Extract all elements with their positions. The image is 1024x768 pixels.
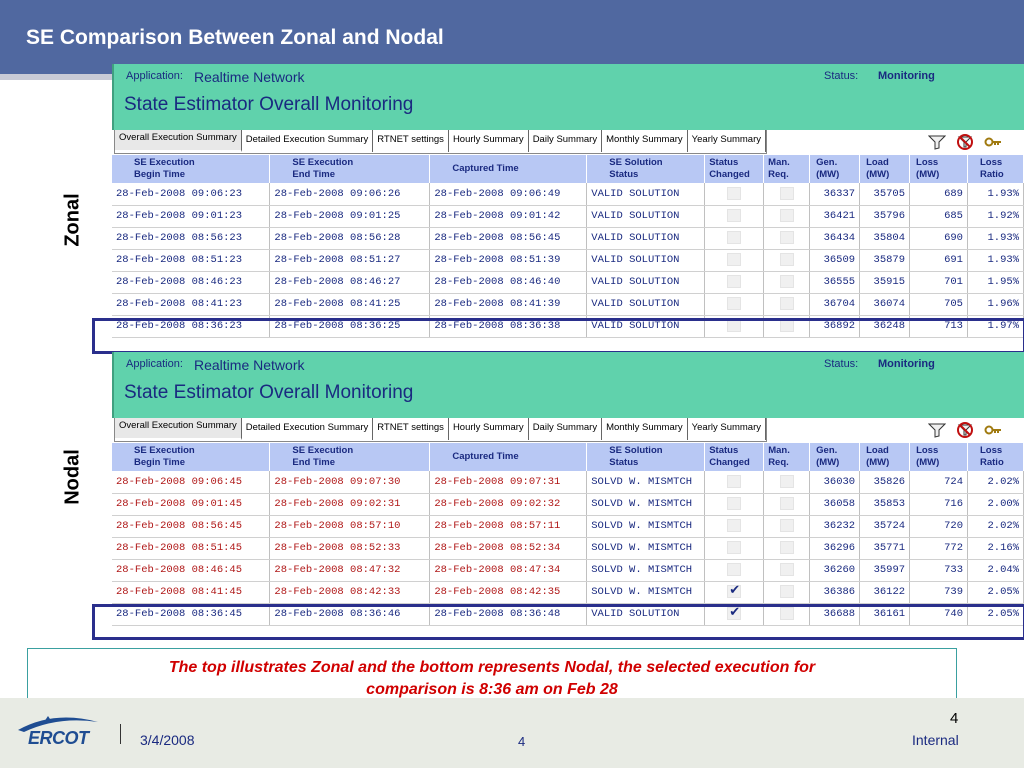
cell-loss-ratio: 2.05% [968, 603, 1024, 625]
title-underline [0, 74, 112, 80]
cell-generation: 36260 [810, 559, 860, 581]
cell-solution-status: SOLVD W. MISMTCH [587, 559, 705, 581]
cell-loss: 733 [910, 559, 968, 581]
cell-loss-ratio: 2.02% [968, 515, 1024, 537]
cell-begin-time: 28-Feb-2008 09:01:23 [112, 205, 270, 227]
footer [0, 698, 1024, 768]
tab-detailed-execution-summary[interactable]: Detailed Execution Summary [242, 418, 374, 440]
table-row[interactable] [112, 205, 1024, 227]
cell-loss: 685 [910, 205, 968, 227]
col-manual-request[interactable]: Man. Req. [764, 443, 810, 471]
col-loss[interactable]: Loss (MW) [910, 443, 968, 471]
cell-loss: 690 [910, 227, 968, 249]
cell-end-time: 28-Feb-2008 08:57:10 [270, 515, 430, 537]
cell-end-time: 28-Feb-2008 08:51:27 [270, 249, 430, 271]
cell-begin-time: 28-Feb-2008 08:41:23 [112, 293, 270, 315]
cell-begin-time: 28-Feb-2008 08:36:45 [112, 603, 270, 625]
nodal-selection-highlight [92, 604, 1024, 640]
cell-load: 35879 [860, 249, 910, 271]
cell-end-time: 28-Feb-2008 09:02:31 [270, 493, 430, 515]
cell-captured-time: 28-Feb-2008 08:56:45 [430, 227, 587, 249]
status-changed-checkbox[interactable] [727, 253, 741, 266]
cell-status-changed [705, 537, 764, 559]
tab-monthly-summary[interactable]: Monthly Summary [602, 130, 688, 152]
col-captured-time[interactable]: Captured Time [430, 443, 587, 471]
panel-header [112, 64, 1024, 130]
status-changed-checkbox[interactable] [727, 519, 741, 532]
cell-captured-time: 28-Feb-2008 08:57:11 [430, 515, 587, 537]
status-value: Monitoring [878, 358, 935, 370]
cell-loss: 701 [910, 271, 968, 293]
cell-generation: 36337 [810, 183, 860, 205]
cell-load: 35796 [860, 205, 910, 227]
cell-status-changed [705, 493, 764, 515]
cell-begin-time: 28-Feb-2008 08:56:45 [112, 515, 270, 537]
cell-solution-status: VALID SOLUTION [587, 249, 705, 271]
manual-request-checkbox[interactable] [780, 187, 794, 200]
cell-end-time: 28-Feb-2008 08:36:25 [270, 315, 430, 337]
zonal-table-body [112, 183, 1024, 337]
cell-solution-status: VALID SOLUTION [587, 271, 705, 293]
cell-generation: 36030 [810, 471, 860, 493]
table-row[interactable] [112, 227, 1024, 249]
tab-bar [114, 418, 767, 442]
panel-heading: State Estimator Overall Monitoring [124, 382, 414, 403]
col-loss-ratio[interactable]: Loss Ratio [967, 155, 1023, 183]
nodal-label-container [58, 432, 88, 522]
tab-bar [114, 130, 767, 154]
cell-end-time: 28-Feb-2008 08:52:33 [270, 537, 430, 559]
cell-begin-time: 28-Feb-2008 08:36:23 [112, 315, 270, 337]
cell-load: 35826 [860, 471, 910, 493]
cell-solution-status: VALID SOLUTION [587, 315, 705, 337]
cell-generation: 36892 [810, 315, 860, 337]
cell-generation: 36058 [810, 493, 860, 515]
col-generation[interactable]: Gen. (MW) [810, 443, 860, 471]
table-row[interactable] [112, 271, 1024, 293]
footer-classification: Internal [912, 732, 959, 748]
tab-row [112, 130, 1024, 154]
nodal-table-body [112, 471, 1024, 625]
cell-loss: 691 [910, 249, 968, 271]
footer-date: 3/4/2008 [140, 732, 195, 748]
zonal-selection-highlight [92, 318, 1024, 354]
status-changed-checkbox[interactable] [727, 275, 741, 288]
tab-overall-execution-summary[interactable]: Overall Execution Summary [115, 130, 242, 152]
cell-solution-status: VALID SOLUTION [587, 603, 705, 625]
cell-end-time: 28-Feb-2008 08:56:28 [270, 227, 430, 249]
cell-status-changed [705, 559, 764, 581]
cell-manual-request [764, 471, 810, 493]
col-status-changed[interactable]: Status Changed [705, 443, 764, 471]
cell-generation: 36386 [810, 581, 860, 603]
cell-captured-time: 28-Feb-2008 08:52:34 [430, 537, 587, 559]
tab-overall-execution-summary[interactable]: Overall Execution Summary [115, 418, 242, 440]
no-filter-icon[interactable] [956, 422, 974, 438]
col-end-time[interactable]: SE Execution End Time [270, 443, 430, 471]
cell-load: 35853 [860, 493, 910, 515]
cell-begin-time: 28-Feb-2008 08:51:23 [112, 249, 270, 271]
cell-solution-status: SOLVD W. MISMTCH [587, 515, 705, 537]
cell-manual-request [764, 493, 810, 515]
cell-end-time: 28-Feb-2008 08:47:32 [270, 559, 430, 581]
cell-load: 35804 [860, 227, 910, 249]
cell-end-time: 28-Feb-2008 08:41:25 [270, 293, 430, 315]
cell-loss: 705 [910, 293, 968, 315]
cell-load: 35915 [860, 271, 910, 293]
table-row[interactable] [112, 581, 1024, 603]
cell-loss-ratio: 1.97% [967, 315, 1023, 337]
manual-request-checkbox[interactable] [780, 253, 794, 266]
cell-loss-ratio: 1.93% [967, 249, 1023, 271]
col-manual-request[interactable]: Man. Req. [764, 155, 810, 183]
cell-generation: 36232 [810, 515, 860, 537]
manual-request-checkbox[interactable] [780, 563, 794, 576]
application-label: Application: [126, 70, 183, 82]
cell-loss: 713 [910, 315, 968, 337]
footer-divider [120, 724, 121, 744]
cell-loss-ratio: 1.96% [967, 293, 1023, 315]
cell-solution-status: SOLVD W. MISMTCH [587, 537, 705, 559]
cell-load: 36161 [860, 603, 910, 625]
cell-solution-status: SOLVD W. MISMTCH [587, 581, 705, 603]
manual-request-checkbox[interactable] [780, 541, 794, 554]
col-generation[interactable]: Gen. (MW) [810, 155, 860, 183]
cell-captured-time: 28-Feb-2008 08:41:39 [430, 293, 587, 315]
table-row[interactable] [112, 537, 1024, 559]
col-load[interactable]: Load (MW) [860, 443, 910, 471]
cell-manual-request [764, 271, 810, 293]
cell-loss: 739 [910, 581, 968, 603]
caption-line-1: The top illustrates Zonal and the bottom represents Nodal, the selected execution for [168, 659, 816, 676]
table-row[interactable] [112, 515, 1024, 537]
application-value: Realtime Network [194, 357, 305, 373]
tab-detailed-execution-summary[interactable]: Detailed Execution Summary [242, 130, 374, 152]
cell-manual-request [764, 227, 810, 249]
manual-request-checkbox[interactable] [780, 519, 794, 532]
zonal-panel [112, 64, 1024, 354]
cell-status-changed [705, 293, 764, 315]
cell-status-changed [705, 515, 764, 537]
nodal-execution-table [112, 443, 1024, 626]
zonal-label-container [58, 175, 88, 265]
manual-request-checkbox[interactable] [780, 585, 794, 598]
ercot-logo [14, 712, 104, 752]
col-begin-time[interactable]: SE Execution Begin Time [112, 155, 270, 183]
cell-loss-ratio: 1.92% [967, 205, 1023, 227]
cell-manual-request [764, 293, 810, 315]
toolbar [928, 422, 1002, 438]
cell-loss-ratio: 2.16% [968, 537, 1024, 559]
cell-end-time: 28-Feb-2008 09:06:26 [270, 183, 430, 205]
manual-request-checkbox[interactable] [780, 231, 794, 244]
tab-hourly-summary[interactable]: Hourly Summary [449, 418, 529, 440]
tab-daily-summary[interactable]: Daily Summary [529, 130, 602, 152]
cell-loss-ratio: 1.95% [967, 271, 1023, 293]
slide-number: 4 [950, 710, 959, 727]
cell-generation: 36555 [810, 271, 860, 293]
cell-end-time: 28-Feb-2008 08:36:46 [270, 603, 430, 625]
cell-status-changed [705, 227, 764, 249]
cell-begin-time: 28-Feb-2008 08:56:23 [112, 227, 270, 249]
cell-status-changed [705, 581, 764, 603]
cell-captured-time: 28-Feb-2008 08:42:35 [430, 581, 587, 603]
col-loss-ratio[interactable]: Loss Ratio [968, 443, 1024, 471]
logo-text: ERCOT [28, 728, 89, 748]
manual-request-checkbox[interactable] [780, 475, 794, 488]
cell-load: 35997 [860, 559, 910, 581]
cell-loss: 740 [910, 603, 968, 625]
table-header [112, 155, 1024, 183]
cell-load: 36074 [860, 293, 910, 315]
table-row[interactable] [112, 293, 1024, 315]
cell-captured-time: 28-Feb-2008 09:01:42 [430, 205, 587, 227]
status-changed-checkbox[interactable] [727, 231, 741, 244]
cell-captured-time: 28-Feb-2008 09:02:32 [430, 493, 587, 515]
cell-loss: 720 [910, 515, 968, 537]
cell-generation: 36509 [810, 249, 860, 271]
cell-status-changed [705, 205, 764, 227]
cell-end-time: 28-Feb-2008 09:07:30 [270, 471, 430, 493]
caption-line-2: comparison is 8:36 am on Feb 28 [366, 681, 618, 698]
cell-generation: 36296 [810, 537, 860, 559]
cell-solution-status: VALID SOLUTION [587, 205, 705, 227]
filter-icon[interactable] [928, 422, 946, 438]
cell-manual-request [764, 559, 810, 581]
cell-status-changed [705, 471, 764, 493]
cell-captured-time: 28-Feb-2008 08:36:48 [430, 603, 587, 625]
cell-captured-time: 28-Feb-2008 08:51:39 [430, 249, 587, 271]
cell-load: 36122 [860, 581, 910, 603]
table-row[interactable] [112, 471, 1024, 493]
col-loss[interactable]: Loss (MW) [910, 155, 968, 183]
zonal-label: Zonal [61, 193, 84, 247]
application-value: Realtime Network [194, 69, 305, 85]
table-row[interactable] [112, 183, 1024, 205]
cell-manual-request [764, 249, 810, 271]
slide-title: SE Comparison Between Zonal and Nodal [26, 26, 444, 49]
cell-begin-time: 28-Feb-2008 09:06:23 [112, 183, 270, 205]
zonal-execution-table [112, 155, 1024, 338]
panel-heading: State Estimator Overall Monitoring [124, 94, 414, 115]
cell-status-changed [705, 271, 764, 293]
status-changed-checkbox[interactable] [727, 585, 741, 598]
status-changed-checkbox[interactable] [727, 209, 741, 222]
table-row[interactable] [112, 493, 1024, 515]
cell-loss-ratio: 2.05% [968, 581, 1024, 603]
cell-load: 35705 [860, 183, 910, 205]
table-row[interactable] [112, 249, 1024, 271]
status-changed-checkbox[interactable] [727, 563, 741, 576]
cell-generation: 36421 [810, 205, 860, 227]
footer-page-number: 4 [518, 734, 526, 749]
key-icon[interactable] [984, 134, 1002, 150]
cell-end-time: 28-Feb-2008 08:42:33 [270, 581, 430, 603]
cell-manual-request [764, 205, 810, 227]
cell-loss: 689 [910, 183, 968, 205]
panel-header [112, 352, 1024, 418]
title-bar [0, 0, 1024, 74]
tab-daily-summary[interactable]: Daily Summary [529, 418, 602, 440]
status-changed-checkbox[interactable] [727, 297, 741, 310]
cell-captured-time: 28-Feb-2008 08:46:40 [430, 271, 587, 293]
cell-status-changed [705, 183, 764, 205]
cell-manual-request [764, 183, 810, 205]
cell-begin-time: 28-Feb-2008 08:51:45 [112, 537, 270, 559]
cell-load: 35771 [860, 537, 910, 559]
table-header [112, 443, 1024, 471]
cell-begin-time: 28-Feb-2008 09:01:45 [112, 493, 270, 515]
cell-end-time: 28-Feb-2008 08:46:27 [270, 271, 430, 293]
cell-captured-time: 28-Feb-2008 09:07:31 [430, 471, 587, 493]
manual-request-checkbox[interactable] [780, 297, 794, 310]
status-label: Status: [824, 358, 859, 370]
status-value: Monitoring [878, 70, 935, 82]
manual-request-checkbox[interactable] [780, 209, 794, 222]
tab-hourly-summary[interactable]: Hourly Summary [449, 130, 529, 152]
cell-loss-ratio: 1.93% [967, 183, 1023, 205]
toolbar [928, 134, 1002, 150]
cell-solution-status: VALID SOLUTION [587, 227, 705, 249]
col-solution-status[interactable]: SE Solution Status [587, 443, 705, 471]
cell-solution-status: SOLVD W. MISMTCH [587, 471, 705, 493]
cell-loss: 724 [910, 471, 968, 493]
cell-begin-time: 28-Feb-2008 08:41:45 [112, 581, 270, 603]
cell-generation: 36434 [810, 227, 860, 249]
nodal-label: Nodal [61, 449, 84, 505]
col-load[interactable]: Load (MW) [860, 155, 910, 183]
tab-rtnet-settings[interactable]: RTNET settings [373, 418, 449, 440]
cell-solution-status: VALID SOLUTION [587, 183, 705, 205]
cell-begin-time: 28-Feb-2008 08:46:45 [112, 559, 270, 581]
cell-loss: 716 [910, 493, 968, 515]
status-changed-checkbox[interactable] [727, 475, 741, 488]
tab-rtnet-settings[interactable]: RTNET settings [373, 130, 449, 152]
cell-status-changed [705, 249, 764, 271]
cell-manual-request [764, 581, 810, 603]
cell-manual-request [764, 537, 810, 559]
col-end-time[interactable]: SE Execution End Time [270, 155, 430, 183]
tab-yearly-summary[interactable]: Yearly Summary [688, 418, 766, 440]
table-row[interactable] [112, 559, 1024, 581]
status-label: Status: [824, 70, 859, 82]
tab-monthly-summary[interactable]: Monthly Summary [602, 418, 688, 440]
cell-generation: 36688 [810, 603, 860, 625]
filter-icon[interactable] [928, 134, 946, 150]
manual-request-checkbox[interactable] [780, 497, 794, 510]
cell-manual-request [764, 515, 810, 537]
cell-begin-time: 28-Feb-2008 08:46:23 [112, 271, 270, 293]
manual-request-checkbox[interactable] [780, 275, 794, 288]
cell-loss-ratio: 2.04% [968, 559, 1024, 581]
col-status-changed[interactable]: Status Changed [705, 155, 764, 183]
col-solution-status[interactable]: SE Solution Status [587, 155, 705, 183]
cell-loss-ratio: 1.93% [967, 227, 1023, 249]
cell-end-time: 28-Feb-2008 09:01:25 [270, 205, 430, 227]
key-icon[interactable] [984, 422, 1002, 438]
status-changed-checkbox[interactable] [727, 541, 741, 554]
cell-loss-ratio: 2.02% [968, 471, 1024, 493]
col-captured-time[interactable]: Captured Time [430, 155, 587, 183]
cell-captured-time: 28-Feb-2008 08:36:38 [430, 315, 587, 337]
cell-begin-time: 28-Feb-2008 09:06:45 [112, 471, 270, 493]
col-begin-time[interactable]: SE Execution Begin Time [112, 443, 270, 471]
cell-captured-time: 28-Feb-2008 08:47:34 [430, 559, 587, 581]
status-changed-checkbox[interactable] [727, 497, 741, 510]
cell-loss-ratio: 2.00% [968, 493, 1024, 515]
cell-load: 36248 [860, 315, 910, 337]
status-changed-checkbox[interactable] [727, 187, 741, 200]
no-filter-icon[interactable] [956, 134, 974, 150]
cell-solution-status: VALID SOLUTION [587, 293, 705, 315]
cell-load: 35724 [860, 515, 910, 537]
tab-row [112, 418, 1024, 442]
application-label: Application: [126, 358, 183, 370]
cell-solution-status: SOLVD W. MISMTCH [587, 493, 705, 515]
cell-captured-time: 28-Feb-2008 09:06:49 [430, 183, 587, 205]
nodal-panel [112, 352, 1024, 636]
cell-generation: 36704 [810, 293, 860, 315]
cell-loss: 772 [910, 537, 968, 559]
tab-yearly-summary[interactable]: Yearly Summary [688, 130, 766, 152]
